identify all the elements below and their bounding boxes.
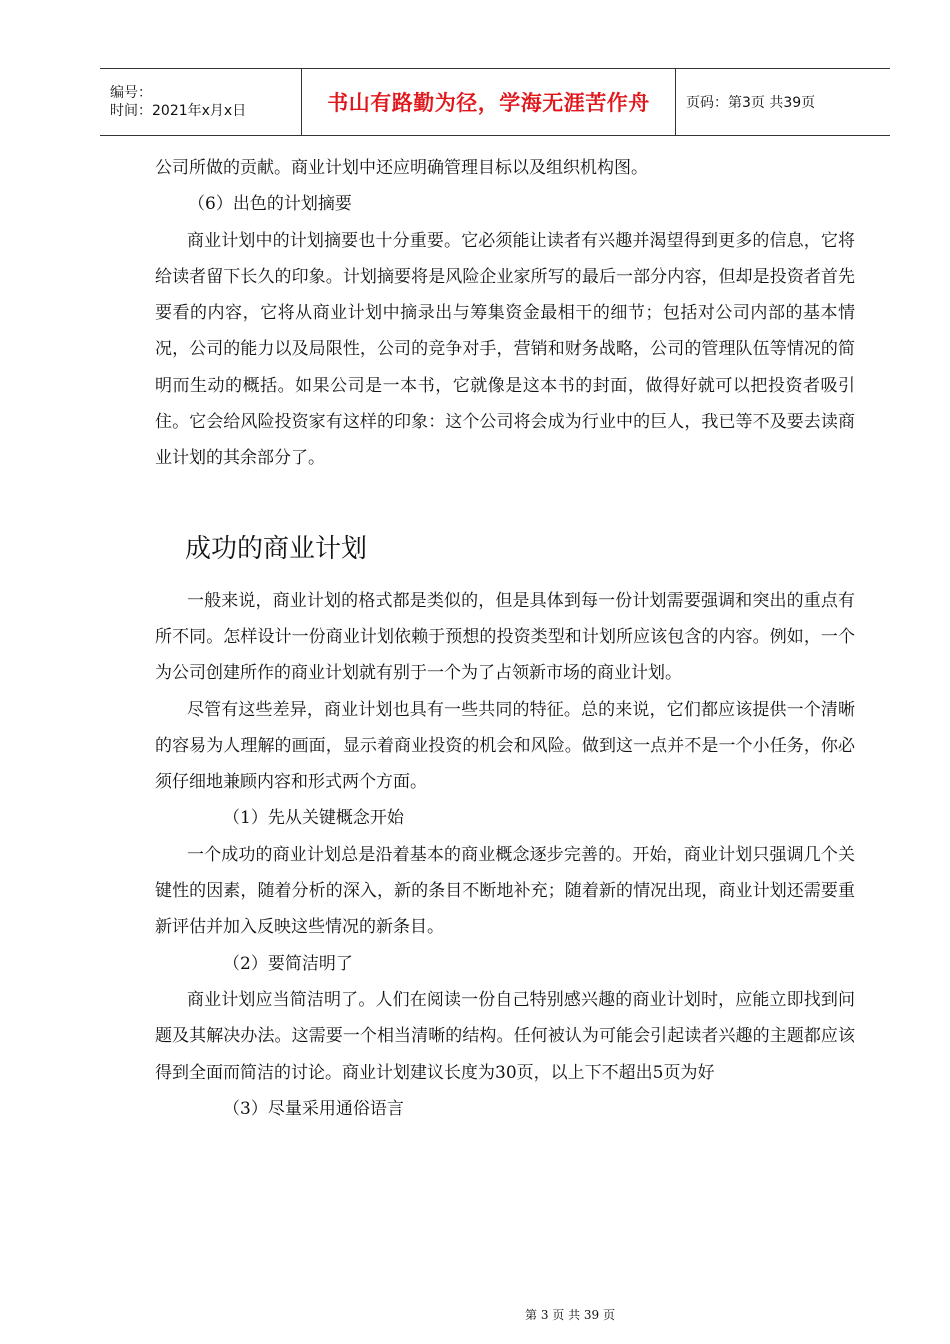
document-header — [100, 68, 890, 136]
section-title: 成功的商业计划 — [185, 533, 368, 564]
header-motto: 书山有路勤为径，学海无涯苦作舟 — [327, 91, 650, 115]
paragraph: 商业计划应当简洁明了。人们在阅读一份自己特别感兴趣的商业计划时，应能立即找到问题及其解决办法。这需要一个相当清晰的结构。任何被认为可能会引起读者兴趣的主题都应该得到全面而简洁的讨论。商业计划建议长度为30页，以上下不超出5页为好 — [155, 989, 855, 1083]
section-spacer — [155, 477, 855, 529]
section-spacer — [155, 569, 855, 583]
header-meta — [100, 69, 302, 135]
page-footer — [0, 1306, 950, 1323]
number-label: 编号： — [110, 85, 152, 101]
footer-page-number: 第 3 页 共 39 页 — [525, 1308, 615, 1322]
document-body — [155, 150, 855, 1127]
subheading: （2）要简洁明了 — [223, 953, 353, 974]
paragraph: 一个成功的商业计划总是沿着基本的商业概念逐步完善的。开始，商业计划只强调几个关键性的因素，随着分析的深入，新的条目不断地补充；随着新的情况出现，商业计划还需要重新评估并加入反映这些情况的新条目。 — [155, 844, 855, 938]
time-label: 时间：2021年x月x日 — [110, 103, 247, 119]
subheading: （1）先从关键概念开始 — [223, 808, 404, 829]
page-info-text: 页码：第3页 共39页 — [686, 95, 816, 111]
paragraph: 公司所做的贡献。商业计划中还应明确管理目标以及组织机构图。 — [155, 158, 648, 178]
paragraph: 商业计划中的计划摘要也十分重要。它必须能让读者有兴趣并渴望得到更多的信息，它将给读者留下长久的印象。计划摘要将是风险企业家所写的最后一部分内容，但却是投资者首先要看的内容，它将从商业计划中摘录出与筹集资金最相干的细节；包括对公司内部的基本情况，公司的能力以及局限性，公司的竞争对手，营销和财务战略，公司的管理队伍等情况的简明而生动的概括。如果公司是一本书，它就像是这本书的封面，做得好就可以把投资者吸引住。它会给风险投资家有这样的印象：这个公司将会成为行业中的巨人，我已等不及要去读商业计划的其余部分了。 — [155, 230, 855, 469]
header-motto-cell — [302, 69, 676, 135]
subheading: （6）出色的计划摘要 — [188, 194, 352, 215]
paragraph: 尽管有这些差异，商业计划也具有一些共同的特征。总的来说，它们都应该提供一个清晰的容易为人理解的画面，显示着商业投资的机会和风险。做到这一点并不是一个小任务，你必须仔细地兼顾内容和形式两个方面。 — [155, 699, 855, 793]
paragraph: 一般来说，商业计划的格式都是类似的，但是具体到每一份计划需要强调和突出的重点有所不同。怎样设计一份商业计划依赖于预想的投资类型和计划所应该包含的内容。例如，一个为公司创建所作的商业计划就有别于一个为了占领新市场的商业计划。 — [155, 590, 855, 684]
subheading: （3）尽量采用通俗语言 — [223, 1098, 404, 1119]
header-page-info — [676, 69, 890, 135]
